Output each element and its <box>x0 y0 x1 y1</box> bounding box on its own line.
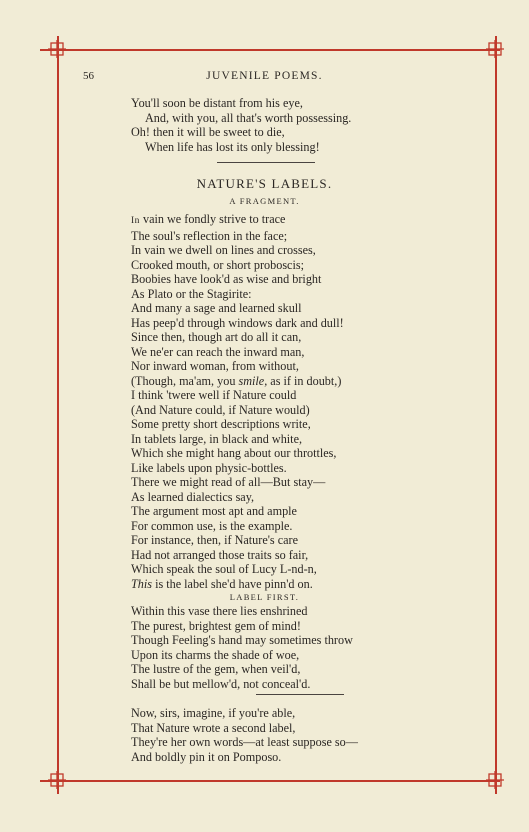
poem-line: Like labels upon physic-bottles. <box>131 460 287 475</box>
page-number: 56 <box>83 70 94 82</box>
poem-line: The lustre of the gem, when veil'd, <box>131 662 301 676</box>
poem-line: Which she might hang about our throttles, <box>131 446 337 460</box>
poem-line: (And Nature could, if Nature would) <box>131 402 310 417</box>
poem-line: (Though, ma'am, you smile, as if in doubt,) <box>131 373 342 388</box>
section-divider <box>256 694 344 695</box>
poem-line: In vain we dwell on lines and crosses, <box>131 243 316 257</box>
poem-line: Oh! then it will be sweet to die, <box>131 125 285 139</box>
poem-line: This is the label she'd have pinn'd on. <box>131 576 313 591</box>
stanza-main <box>131 212 451 591</box>
corner-ornament-icon <box>48 40 66 58</box>
poem-line: You'll soon be distant from his eye, <box>131 96 303 110</box>
poem-line: As learned dialectics say, <box>131 489 255 504</box>
page-header <box>0 70 529 86</box>
corner-ornament-icon <box>486 771 504 789</box>
corner-ornament-icon <box>48 771 66 789</box>
poem-subtitle: A FRAGMENT. <box>229 196 300 206</box>
poem-line: And, with you, all that's worth possessing. <box>145 110 352 125</box>
stanza-label <box>131 604 451 691</box>
running-head: JUVENILE POEMS. <box>206 70 323 82</box>
poem-line: In vain we fondly strive to trace <box>131 212 286 226</box>
label-heading: LABEL FIRST. <box>229 592 300 602</box>
poem-line: In tablets large, in black and white, <box>131 431 303 446</box>
poem-line: I think 'twere well if Nature could <box>131 388 297 402</box>
poem-line: Shall be but mellow'd, not conceal'd. <box>131 676 311 691</box>
poem-line: The argument most apt and ample <box>131 504 297 518</box>
stanza-closing <box>131 706 451 764</box>
poem-line: Crooked mouth, or short proboscis; <box>131 257 304 272</box>
poem-title: NATURE'S LABELS. <box>196 176 333 191</box>
poem-line: For instance, then, if Nature's care <box>131 533 299 547</box>
poem-line: For common use, is the example. <box>131 518 293 533</box>
corner-ornament-icon <box>486 40 504 58</box>
poem-line: When life has lost its only blessing! <box>145 139 320 154</box>
poem-line: Within this vase there lies enshrined <box>131 604 308 618</box>
border-right <box>495 36 497 794</box>
poem-line: The soul's reflection in the face; <box>131 228 288 243</box>
poem-line: Now, sirs, imagine, if you're able, <box>131 706 296 720</box>
poem-line: Nor inward woman, from without, <box>131 359 299 373</box>
border-bottom <box>40 780 500 782</box>
poem-line: There we might read of all—But stay— <box>131 475 326 489</box>
section-divider <box>217 162 315 163</box>
poem-line: Though Feeling's hand may sometimes throw <box>131 633 353 647</box>
poem-line: We ne'er can reach the inward man, <box>131 344 305 359</box>
poem-line: Since then, though art do all it can, <box>131 330 302 344</box>
poem-line: Has peep'd through windows dark and dull! <box>131 315 344 330</box>
poem-line: Some pretty short descriptions write, <box>131 417 311 431</box>
stanza-continued <box>131 96 451 154</box>
poem-line: As Plato or the Stagirite: <box>131 286 252 301</box>
poem-line: And many a sage and learned skull <box>131 301 302 315</box>
poem-line: That Nature wrote a second label, <box>131 720 296 735</box>
poem-line: Boobies have look'd as wise and bright <box>131 272 322 286</box>
poem-line: The purest, brightest gem of mind! <box>131 618 301 633</box>
dropcap: In <box>131 216 140 226</box>
poem-line: They're her own words—at least suppose so— <box>131 735 358 749</box>
poem-line: Upon its charms the shade of woe, <box>131 647 300 662</box>
poem-line: Had not arranged those traits so fair, <box>131 547 309 562</box>
border-top <box>40 49 500 51</box>
border-left <box>57 36 59 794</box>
poem-line: Which speak the soul of Lucy L-nd-n, <box>131 562 317 576</box>
poem-line: And boldly pin it on Pomposo. <box>131 749 282 764</box>
